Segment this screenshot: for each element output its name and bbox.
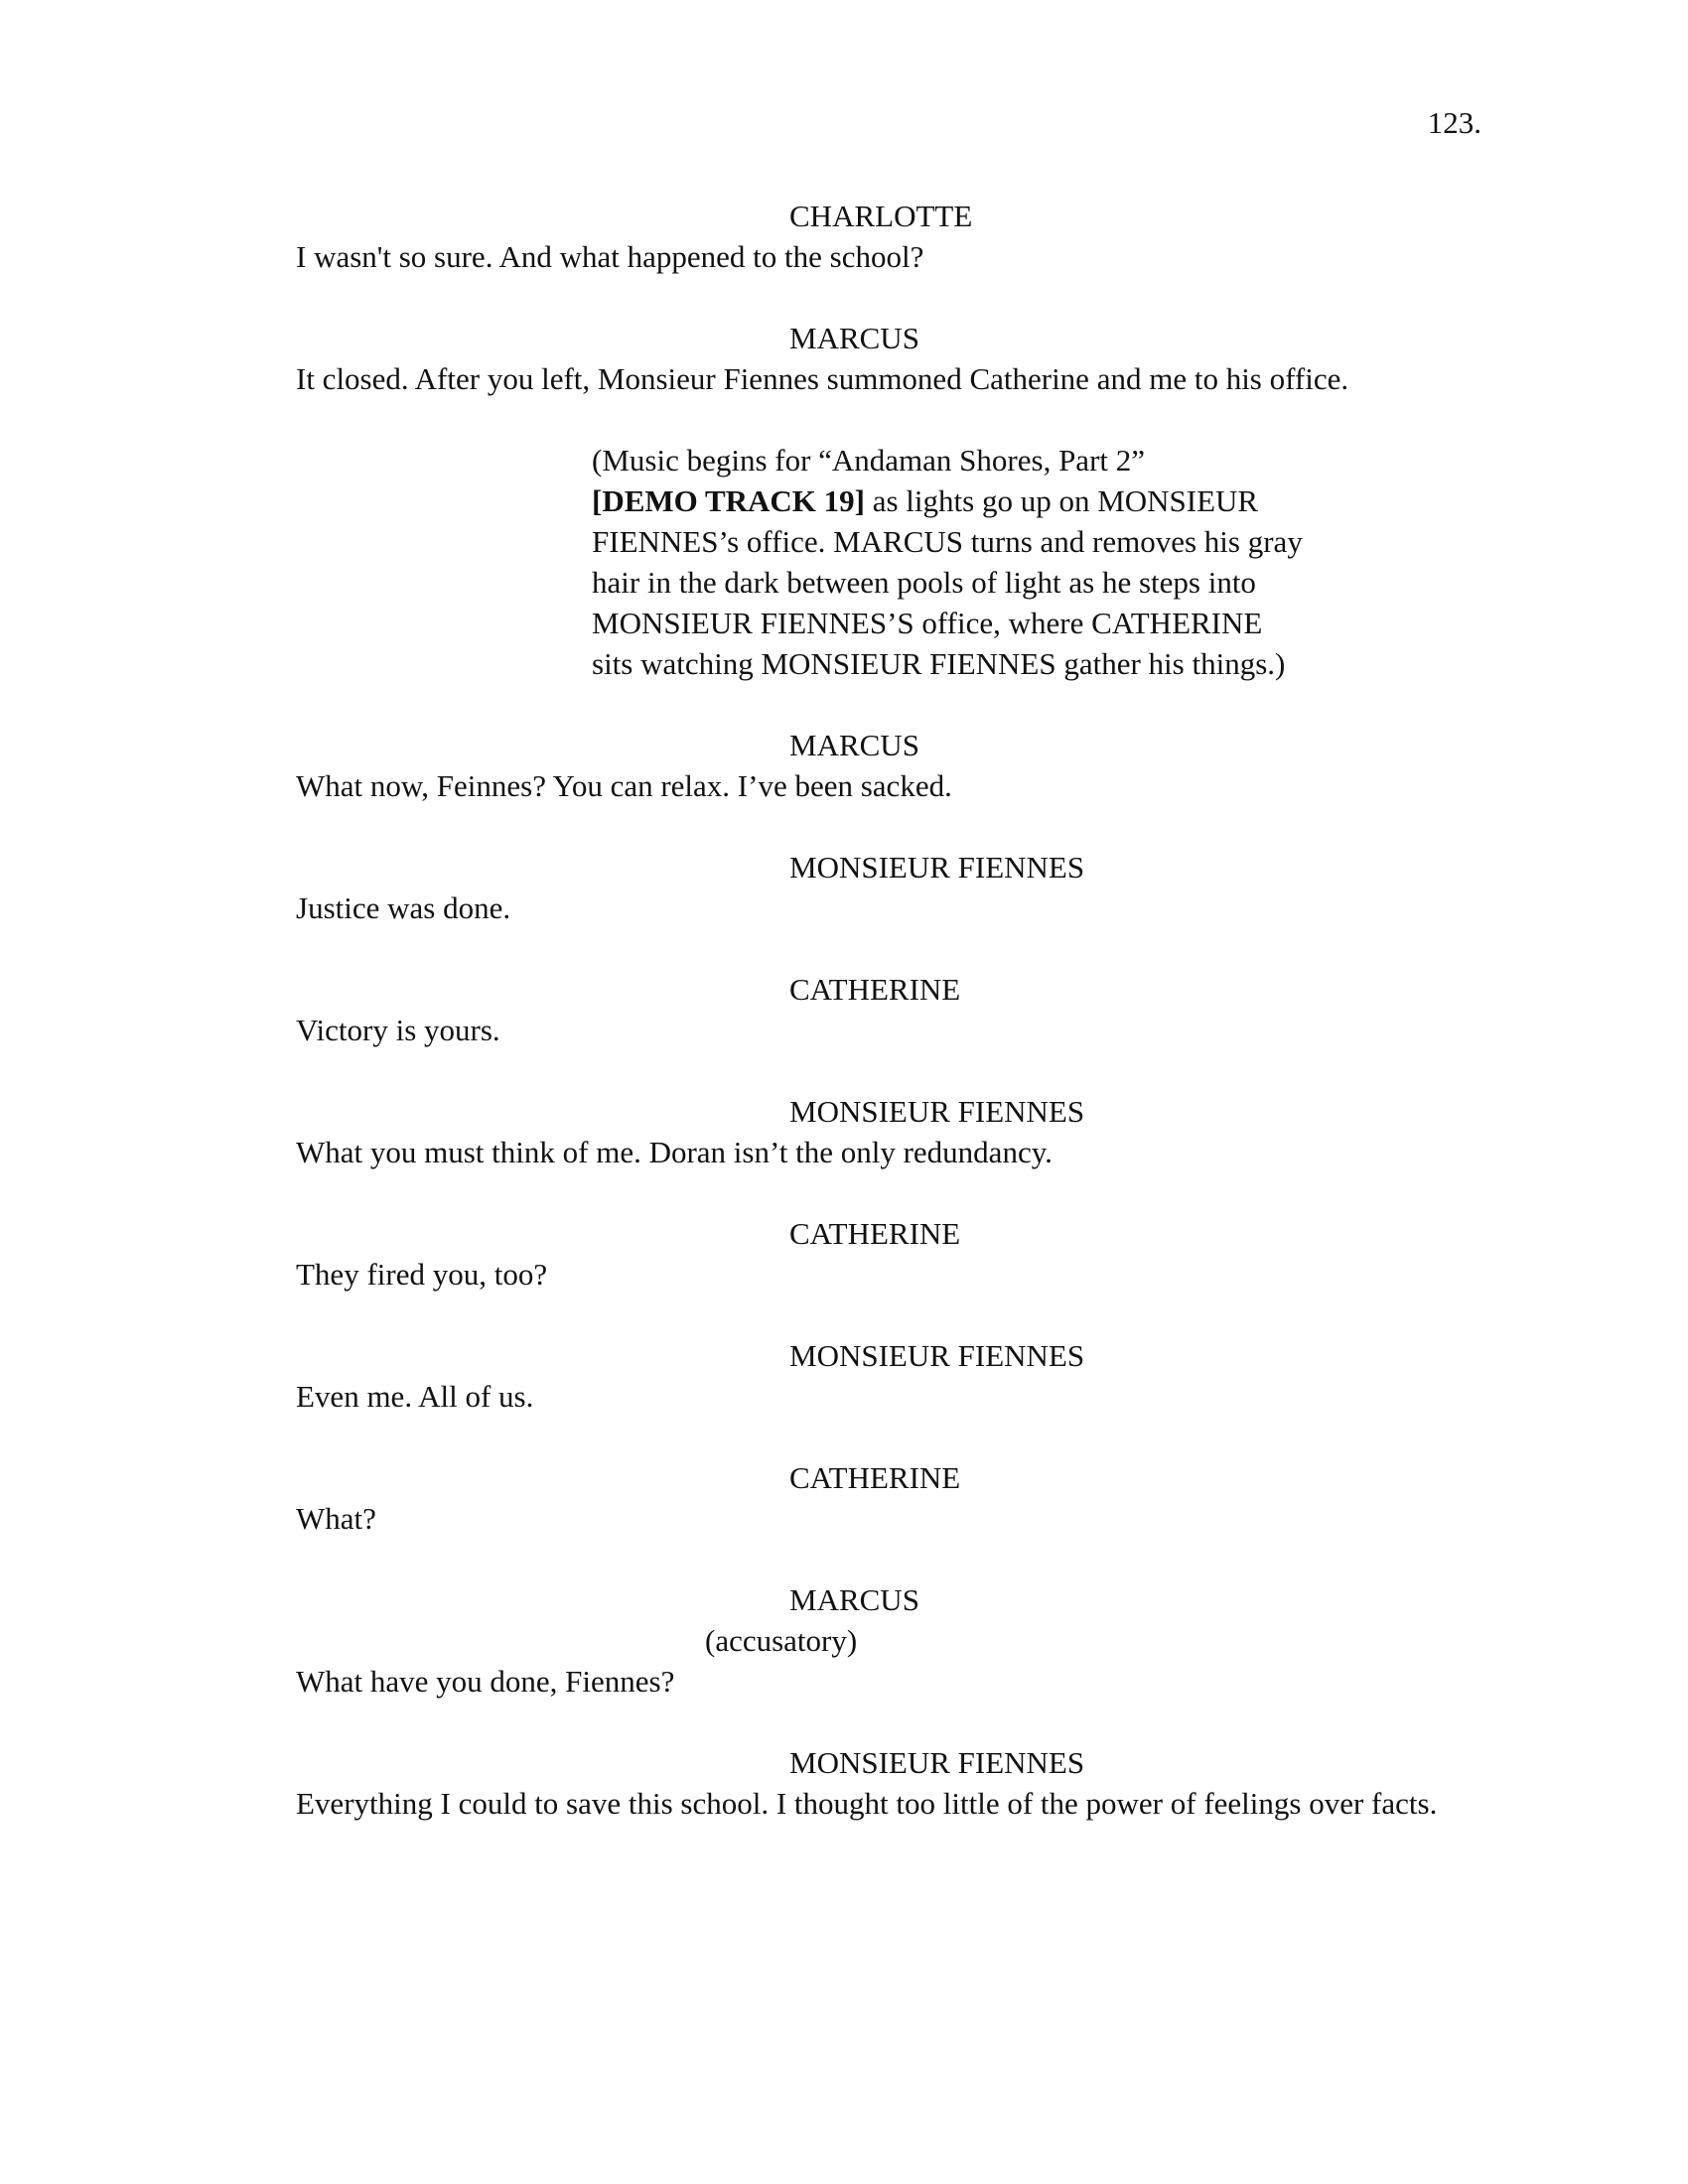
dialogue-line: Victory is yours. [296,1013,500,1047]
stage-direction [592,440,1307,684]
dialogue-line: They fired you, too? [296,1257,548,1292]
dialogue-line: What? [296,1501,376,1536]
dialogue-line: I wasn't so sure. And what happened to the school? [296,239,924,274]
script-body [296,196,1487,1824]
page-number: 123. [1427,105,1481,140]
character-cue: CATHERINE [789,972,961,1007]
character-cue: MONSIEUR FIENNES [789,1338,1085,1373]
dialogue-line: Justice was done. [296,890,511,925]
dialogue-line: Even me. All of us. [296,1379,534,1414]
parenthetical: (accusatory) [705,1623,858,1658]
character-cue: MONSIEUR FIENNES [789,1745,1085,1780]
character-cue: MARCUS [789,321,919,355]
dialogue-line: It closed. After you left, Monsieur Fiennes summoned Catherine and me to his office. [296,361,1349,396]
dialogue-line: What have you done, Fiennes? [296,1664,675,1699]
demo-track-label: [DEMO TRACK 19] [592,483,865,518]
dialogue-line: What you must think of me. Doran isn’t the only redundancy. [296,1135,1053,1169]
character-cue: MARCUS [789,1582,919,1617]
character-cue: CATHERINE [789,1460,961,1495]
dialogue-line: Everything I could to save this school. I thought too little of the power of feelings over facts. [296,1786,1438,1821]
stage-direction-rest: as lights go up on MONSIEUR FIENNES’s office. MARCUS turns and removes his gray hair in the dark between pools of light as he steps into MONSIEUR FIENNES’S office, where CATHERINE sits watching MONSIEUR FIENNES gather his things.) [592,483,1303,681]
stage-direction-open: (Music begins for “Andaman Shores, Part 2” [592,443,1146,478]
dialogue-line: What now, Feinnes? You can relax. I’ve been sacked. [296,768,952,803]
character-cue: CATHERINE [789,1216,961,1251]
character-cue: MONSIEUR FIENNES [789,850,1085,885]
character-cue: MONSIEUR FIENNES [789,1094,1085,1129]
character-cue: MARCUS [789,728,919,762]
character-cue: CHARLOTTE [789,199,973,233]
